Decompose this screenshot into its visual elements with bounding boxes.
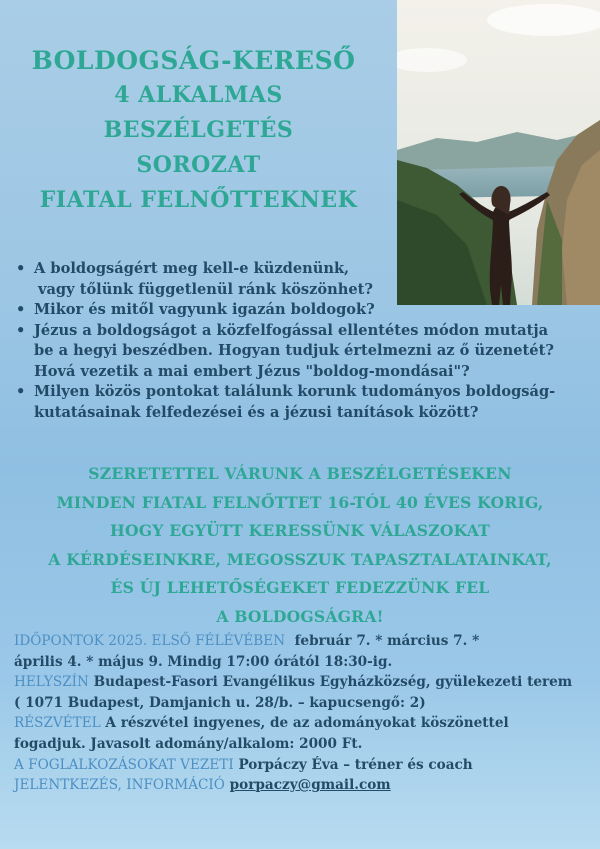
- leader-label: A FOGLALKOZÁSOKAT VEZETI: [14, 756, 234, 773]
- invitation-line: A BOLDOGSÁGRA!: [216, 606, 384, 626]
- question-line: kutatásainak felfedezései és a jézusi tanítások között?: [34, 403, 479, 421]
- participation-value-1: A részvétel ingyenes, de az adományokat köszönettel: [105, 715, 509, 732]
- contact-row: [14, 775, 594, 796]
- question-list: [14, 259, 594, 423]
- question-line: Hová vezetik a mai embert Jézus "boldog-mondásai"?: [34, 362, 470, 380]
- title-line-4: SOROZAT: [136, 152, 261, 178]
- invitation-text: [0, 460, 600, 631]
- question-line: • Jézus a boldogságot a közfelfogással ellentétes módon mutatja: [34, 321, 549, 339]
- question-line: vagy tőlünk függetlenül ránk köszönhet?: [38, 280, 373, 298]
- question-line: • Mikor és mitől vagyunk igazán boldogok?: [34, 301, 375, 318]
- question-line: • Milyen közös pontokat találunk korunk tudományos boldogság-: [34, 383, 556, 400]
- invitation-line: ÉS ÚJ LEHETŐSÉGEKET FEDEZZÜNK FEL: [110, 578, 490, 597]
- contact-email-link[interactable]: porpaczy@gmail.com: [229, 777, 391, 794]
- question-item: [14, 382, 594, 423]
- participation-value-2: fogadjuk. Javasolt adomány/alkalom: 2000 Ft.: [14, 735, 363, 752]
- question-line: • A boldogságért meg kell-e küzdenünk,: [34, 260, 350, 277]
- invitation-line: HOGY EGYÜTT KERESSÜNK VÁLASZOKAT: [110, 521, 490, 540]
- dates-row: [14, 631, 594, 652]
- question-item: [14, 300, 594, 321]
- title-line-2: 4 ALKALMAS: [114, 82, 283, 108]
- dates-label: IDŐPONTOK 2025. ELSŐ FÉLÉVÉBEN: [14, 633, 286, 649]
- title-line-3: BESZÉLGETÉS: [103, 117, 294, 143]
- title-line-1: BOLDOGSÁG-KERESŐ: [31, 46, 356, 75]
- contact-label: JELENTKEZÉS, INFORMÁCIÓ: [14, 777, 225, 794]
- venue-value-2: ( 1071 Budapest, Damjanich u. 28/b. – kapucsengő: 2): [14, 694, 426, 711]
- invitation-line: A KÉRDÉSEINKRE, MEGOSSZUK TAPASZTALATAINKAT,: [48, 549, 552, 569]
- participation-row: [14, 713, 594, 734]
- venue-value-1: Budapest-Fasori Evangélikus Egyházközség, gyülekezeti terem: [93, 674, 573, 691]
- participation-label: RÉSZVÉTEL: [14, 715, 101, 732]
- title-line-5: FIATAL FELNŐTTEKNEK: [39, 187, 358, 213]
- venue-label: HELYSZÍN: [14, 674, 89, 691]
- leader-name: Porpáczy Éva – tréner és coach: [238, 756, 473, 773]
- venue-row: [14, 672, 594, 693]
- event-info: [14, 631, 594, 796]
- invitation-line: MINDEN FIATAL FELNŐTTET 16-TÓL 40 ÉVES KORIG,: [56, 492, 544, 512]
- question-item: [14, 259, 594, 300]
- event-title: [0, 44, 397, 218]
- dates-value-2: április 4. * május 9. Mindig 17:00 órától 18:30-ig.: [14, 653, 393, 670]
- leader-row: [14, 755, 594, 776]
- question-line: be a hegyi beszédben. Hogyan tudjuk értelmezni az ő üzenetét?: [34, 342, 554, 359]
- question-item: [14, 321, 594, 383]
- invitation-line: SZERETETTEL VÁRUNK A BESZÉLGETÉSEKEN: [88, 464, 512, 483]
- dates-value-1: február 7. * március 7. *: [294, 633, 480, 649]
